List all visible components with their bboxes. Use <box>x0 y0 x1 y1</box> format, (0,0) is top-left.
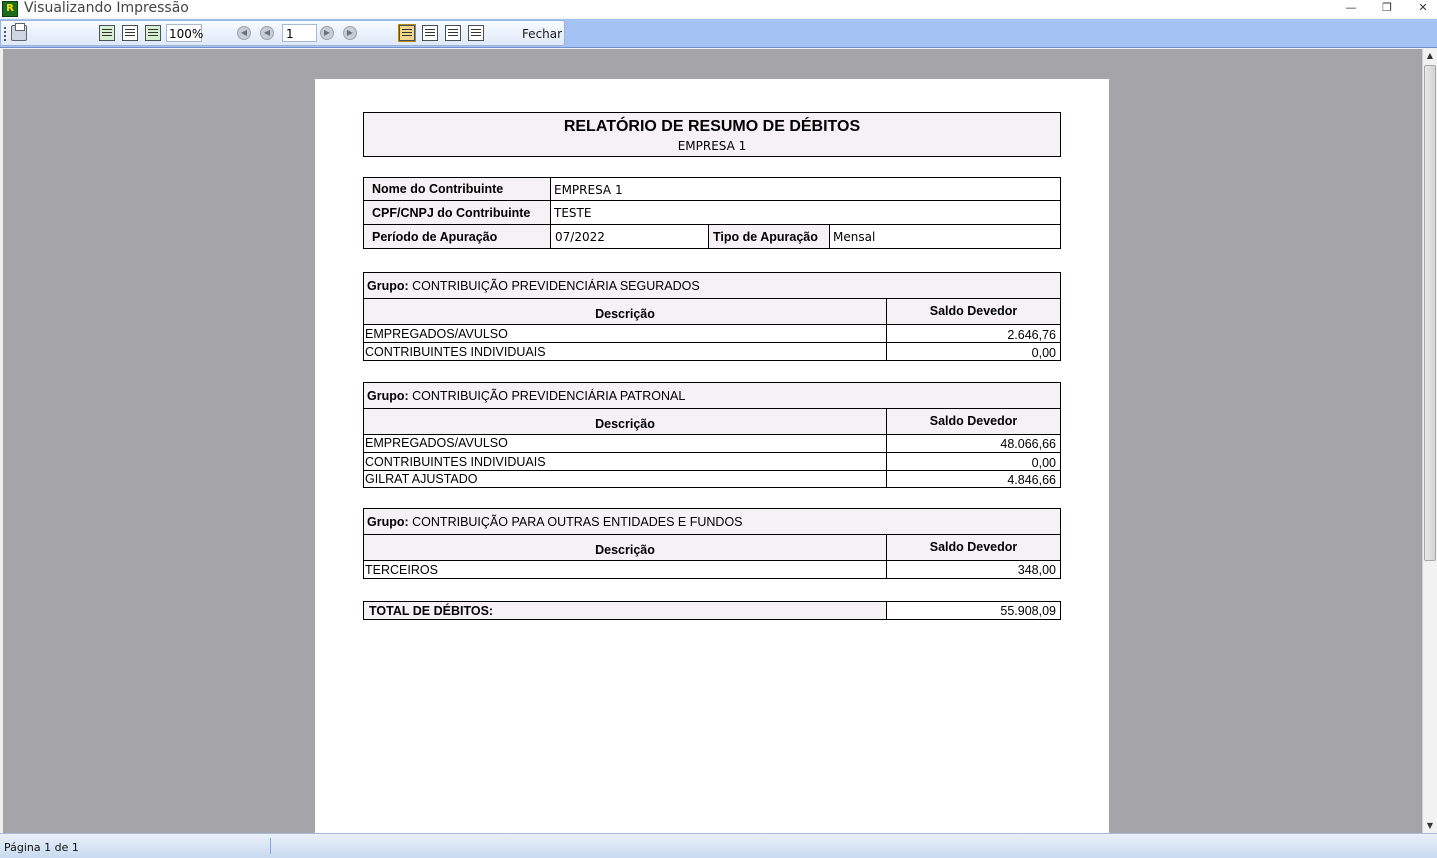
window-title-bar <box>0 0 1437 18</box>
continuous-view-icon[interactable] <box>422 25 438 41</box>
tipo-label: Tipo de Apuração <box>708 224 830 249</box>
status-separator <box>270 838 271 854</box>
zoom-whole-page-icon[interactable] <box>99 25 115 41</box>
multi-page-view-icon[interactable] <box>468 25 484 41</box>
zoom-page-width-icon[interactable] <box>122 25 138 41</box>
scrollbar-thumb[interactable] <box>1424 65 1436 561</box>
two-page-view-icon[interactable] <box>445 25 461 41</box>
periodo-value: 07/2022 <box>550 224 709 249</box>
group-prefix: Grupo: <box>367 389 409 403</box>
column-header-descricao: Descrição <box>363 534 887 561</box>
periodo-label: Período de Apuração <box>363 224 551 249</box>
table-row-desc: TERCEIROS <box>363 560 887 579</box>
group-name: CONTRIBUIÇÃO PARA OUTRAS ENTIDADES E FUNDOS <box>412 515 743 529</box>
first-page-icon[interactable] <box>237 26 251 40</box>
table-row-desc: EMPREGADOS/AVULSO <box>363 324 887 343</box>
window-title: Visualizando Impressão <box>24 0 189 16</box>
page-number-input[interactable]: 1 <box>282 24 317 42</box>
group-prefix: Grupo: <box>367 515 409 529</box>
restore-icon[interactable]: ❐ <box>1382 1 1392 14</box>
table-row-desc: CONTRIBUINTES INDIVIDUAIS <box>363 452 887 471</box>
scroll-down-icon[interactable]: ▼ <box>1426 821 1434 830</box>
report-header <box>363 112 1061 157</box>
close-preview-button[interactable]: Fechar <box>521 27 563 41</box>
previous-page-icon[interactable] <box>260 26 274 40</box>
app-logo-icon: R <box>2 1 18 17</box>
zoom-100-icon[interactable] <box>145 25 161 41</box>
page-info: Página 1 de 1 <box>4 841 79 854</box>
preview-viewport[interactable] <box>3 49 1422 833</box>
close-icon[interactable]: ✕ <box>1418 1 1428 14</box>
last-page-icon[interactable] <box>343 26 357 40</box>
toolbar <box>0 19 1437 48</box>
report-subtitle: EMPRESA 1 <box>677 139 747 153</box>
vertical-scrollbar[interactable] <box>1422 49 1437 833</box>
tipo-value: Mensal <box>829 224 1061 249</box>
nome-label: Nome do Contribuinte <box>363 177 551 201</box>
group-header <box>363 382 1061 409</box>
table-row-desc: GILRAT AJUSTADO <box>363 470 887 488</box>
total-label: TOTAL DE DÉBITOS: <box>363 601 887 620</box>
nome-value: EMPRESA 1 <box>550 177 1061 201</box>
group-header <box>363 508 1061 535</box>
table-row-saldo: 0,00 <box>886 452 1061 471</box>
report-page <box>315 79 1109 833</box>
report-title: RELATÓRIO DE RESUMO DE DÉBITOS <box>563 118 861 135</box>
toolbar-grip-icon[interactable] <box>4 27 8 41</box>
group-name: CONTRIBUIÇÃO PREVIDENCIÁRIA PATRONAL <box>412 389 686 403</box>
group-header <box>363 272 1061 299</box>
minimize-icon[interactable]: — <box>1345 1 1357 14</box>
group-prefix: Grupo: <box>367 279 409 293</box>
table-row-saldo: 48.066,66 <box>886 434 1061 453</box>
column-header-saldo: Saldo Devedor <box>886 408 1061 435</box>
table-row-desc: CONTRIBUINTES INDIVIDUAIS <box>363 342 887 361</box>
single-page-view-icon[interactable] <box>399 25 415 41</box>
toolbar-strip <box>0 20 565 46</box>
table-row-saldo: 348,00 <box>886 560 1061 579</box>
table-row-saldo: 0,00 <box>886 342 1061 361</box>
column-header-saldo: Saldo Devedor <box>886 534 1061 561</box>
column-header-descricao: Descrição <box>363 408 887 435</box>
table-row-saldo: 4.846,66 <box>886 470 1061 488</box>
cpf-label: CPF/CNPJ do Contribuinte <box>363 200 551 225</box>
column-header-saldo: Saldo Devedor <box>886 298 1061 325</box>
scroll-up-icon[interactable]: ▲ <box>1426 51 1434 60</box>
table-row-desc: EMPREGADOS/AVULSO <box>363 434 887 453</box>
status-bar <box>0 833 1437 858</box>
table-row-saldo: 2.646,76 <box>886 324 1061 343</box>
zoom-input[interactable]: 100% <box>166 24 202 42</box>
next-page-icon[interactable] <box>320 26 334 40</box>
group-name: CONTRIBUIÇÃO PREVIDENCIÁRIA SEGURADOS <box>412 279 700 293</box>
cpf-value: TESTE <box>550 200 1061 225</box>
total-value: 55.908,09 <box>886 601 1061 620</box>
column-header-descricao: Descrição <box>363 298 887 325</box>
print-icon[interactable] <box>11 25 27 41</box>
